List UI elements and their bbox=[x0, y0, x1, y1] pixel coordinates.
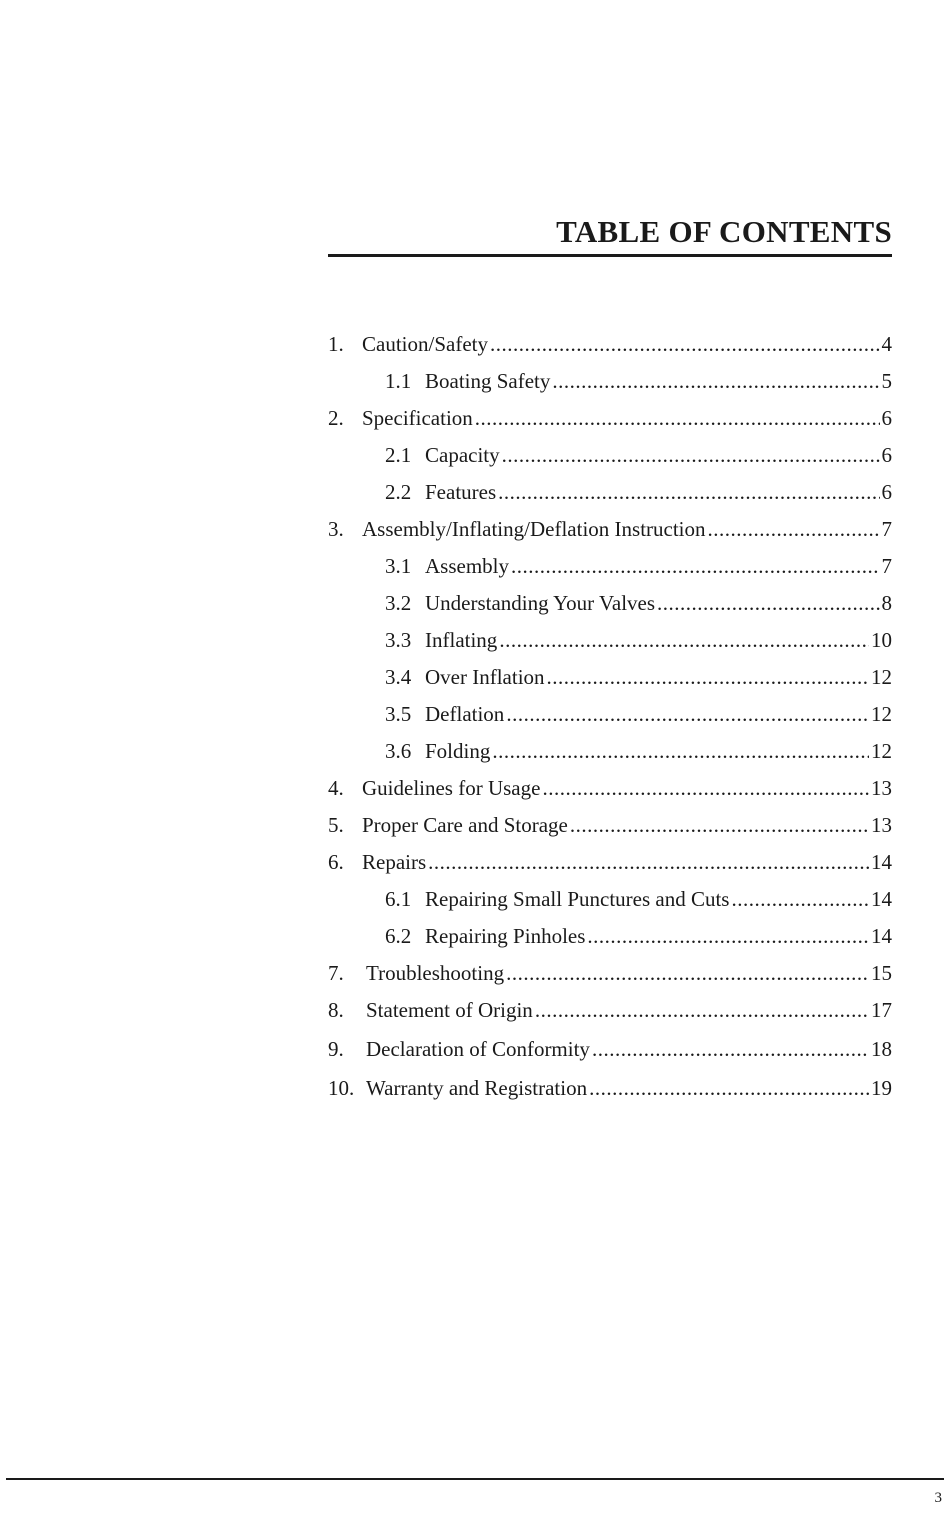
toc-entry-page: 7 bbox=[881, 554, 892, 578]
toc-entry-label: Folding bbox=[425, 739, 491, 763]
toc-entry-label: Over Inflation bbox=[425, 665, 545, 689]
toc-entry-label: Declaration of Conformity bbox=[366, 1037, 590, 1061]
dot-leader bbox=[731, 881, 869, 918]
toc-entry-label: Capacity bbox=[425, 443, 500, 467]
toc-entry-number: 6.1 bbox=[385, 887, 412, 911]
toc-entry[interactable] bbox=[328, 992, 892, 1029]
toc-entry-page: 6 bbox=[881, 443, 892, 467]
toc-entry-page: 12 bbox=[871, 702, 892, 726]
toc-entry[interactable] bbox=[328, 918, 892, 955]
toc-entry[interactable] bbox=[328, 807, 892, 844]
dot-leader bbox=[498, 474, 879, 511]
toc-entry-label: Repairs bbox=[362, 850, 427, 874]
toc-entry[interactable] bbox=[328, 770, 892, 807]
toc-entry[interactable] bbox=[328, 733, 892, 770]
toc-entry-page: 17 bbox=[871, 998, 892, 1022]
dot-leader bbox=[475, 400, 880, 437]
dot-leader bbox=[589, 1070, 869, 1107]
dot-leader bbox=[428, 844, 869, 881]
toc-entry[interactable] bbox=[328, 1031, 892, 1068]
toc-list bbox=[328, 326, 892, 1107]
toc-entry-page: 4 bbox=[881, 332, 892, 356]
toc-entry-label: Repairing Pinholes bbox=[425, 924, 586, 948]
toc-entry[interactable] bbox=[328, 955, 892, 992]
toc-entry-label: Assembly/Inflating/Deflation Instruction bbox=[362, 517, 706, 541]
dot-leader bbox=[542, 770, 869, 807]
toc-entry-number: 6.2 bbox=[385, 924, 412, 948]
dot-leader bbox=[570, 807, 869, 844]
dot-leader bbox=[506, 955, 869, 992]
toc-entry-number: 3.5 bbox=[385, 702, 412, 726]
toc-entry-page: 7 bbox=[881, 517, 892, 541]
dot-leader bbox=[492, 733, 869, 770]
dot-leader bbox=[506, 696, 869, 733]
toc-entry-page: 5 bbox=[881, 369, 892, 393]
toc-entry-number: 6. bbox=[328, 850, 344, 874]
toc-entry-number: 3.1 bbox=[385, 554, 412, 578]
toc-entry-number: 2.2 bbox=[385, 480, 412, 504]
toc-entry[interactable] bbox=[328, 659, 892, 696]
page-title: TABLE OF CONTENTS bbox=[556, 214, 892, 249]
toc-entry[interactable] bbox=[328, 400, 892, 437]
toc-entry[interactable] bbox=[328, 1070, 892, 1107]
toc-entry-page: 14 bbox=[871, 850, 892, 874]
toc-entry-label: Repairing Small Punctures and Cuts bbox=[425, 887, 730, 911]
toc-entry-number: 2.1 bbox=[385, 443, 412, 467]
toc-entry-number: 3.3 bbox=[385, 628, 412, 652]
toc-entry[interactable] bbox=[328, 622, 892, 659]
dot-leader bbox=[511, 548, 880, 585]
toc-entry-number: 1.1 bbox=[385, 369, 412, 393]
toc-entry-page: 10 bbox=[871, 628, 892, 652]
dot-leader bbox=[708, 511, 880, 548]
toc-entry-page: 13 bbox=[871, 813, 892, 837]
toc-entry-label: Guidelines for Usage bbox=[362, 776, 541, 800]
toc-entry[interactable] bbox=[328, 548, 892, 585]
toc-entry[interactable] bbox=[328, 437, 892, 474]
toc-entry-label: Deflation bbox=[425, 702, 505, 726]
toc-entry-label: Boating Safety bbox=[425, 369, 551, 393]
toc-entry-page: 13 bbox=[871, 776, 892, 800]
toc-entry[interactable] bbox=[328, 363, 892, 400]
dot-leader bbox=[552, 363, 879, 400]
toc-entry-label: Warranty and Registration bbox=[366, 1076, 588, 1100]
toc-entry-number: 3.4 bbox=[385, 665, 412, 689]
toc-entry-page: 12 bbox=[871, 665, 892, 689]
toc-entry[interactable] bbox=[328, 585, 892, 622]
dot-leader bbox=[535, 992, 869, 1029]
toc-entry-label: Understanding Your Valves bbox=[425, 591, 656, 615]
toc-entry-number: 8. bbox=[328, 998, 344, 1022]
toc-entry-page: 19 bbox=[871, 1076, 892, 1100]
toc-entry[interactable] bbox=[328, 881, 892, 918]
toc-entry-number: 5. bbox=[328, 813, 344, 837]
toc-entry-number: 3.2 bbox=[385, 591, 412, 615]
dot-leader bbox=[547, 659, 869, 696]
toc-entry-page: 6 bbox=[881, 480, 892, 504]
toc-entry-page: 6 bbox=[881, 406, 892, 430]
page-number: 3 bbox=[934, 1490, 942, 1506]
toc-entry-label: Caution/Safety bbox=[362, 332, 488, 356]
toc-entry-number: 4. bbox=[328, 776, 344, 800]
toc-entry-page: 14 bbox=[871, 924, 892, 948]
toc-entry-label: Statement of Origin bbox=[366, 998, 533, 1022]
toc-entry[interactable] bbox=[328, 844, 892, 881]
toc-entry-page: 12 bbox=[871, 739, 892, 763]
toc-entry[interactable] bbox=[328, 511, 892, 548]
toc-entry-number: 2. bbox=[328, 406, 344, 430]
toc-entry-label: Inflating bbox=[425, 628, 498, 652]
toc-entry-page: 18 bbox=[871, 1037, 892, 1061]
toc-entry[interactable] bbox=[328, 696, 892, 733]
dot-leader bbox=[657, 585, 879, 622]
footer-rule bbox=[6, 1478, 944, 1480]
dot-leader bbox=[502, 437, 880, 474]
toc-entry-label: Proper Care and Storage bbox=[362, 813, 568, 837]
toc-entry-page: 14 bbox=[871, 887, 892, 911]
dot-leader bbox=[587, 918, 869, 955]
toc-entry-number: 3.6 bbox=[385, 739, 412, 763]
toc-entry[interactable] bbox=[328, 326, 892, 363]
title-underline bbox=[328, 254, 892, 257]
toc-entry-number: 9. bbox=[328, 1037, 344, 1061]
toc-entry-label: Assembly bbox=[425, 554, 509, 578]
toc-entry-number: 10. bbox=[328, 1076, 355, 1100]
toc-entry-page: 8 bbox=[881, 591, 892, 615]
toc-entry-page: 15 bbox=[871, 961, 892, 985]
dot-leader bbox=[490, 326, 880, 363]
toc-entry-number: 3. bbox=[328, 517, 344, 541]
dot-leader bbox=[592, 1031, 869, 1068]
dot-leader bbox=[499, 622, 869, 659]
toc-entry-label: Specification bbox=[362, 406, 473, 430]
toc-entry-number: 1. bbox=[328, 332, 344, 356]
toc-entry-label: Troubleshooting bbox=[366, 961, 505, 985]
toc-entry[interactable] bbox=[328, 474, 892, 511]
toc-entry-label: Features bbox=[425, 480, 497, 504]
toc-entry-number: 7. bbox=[328, 961, 344, 985]
